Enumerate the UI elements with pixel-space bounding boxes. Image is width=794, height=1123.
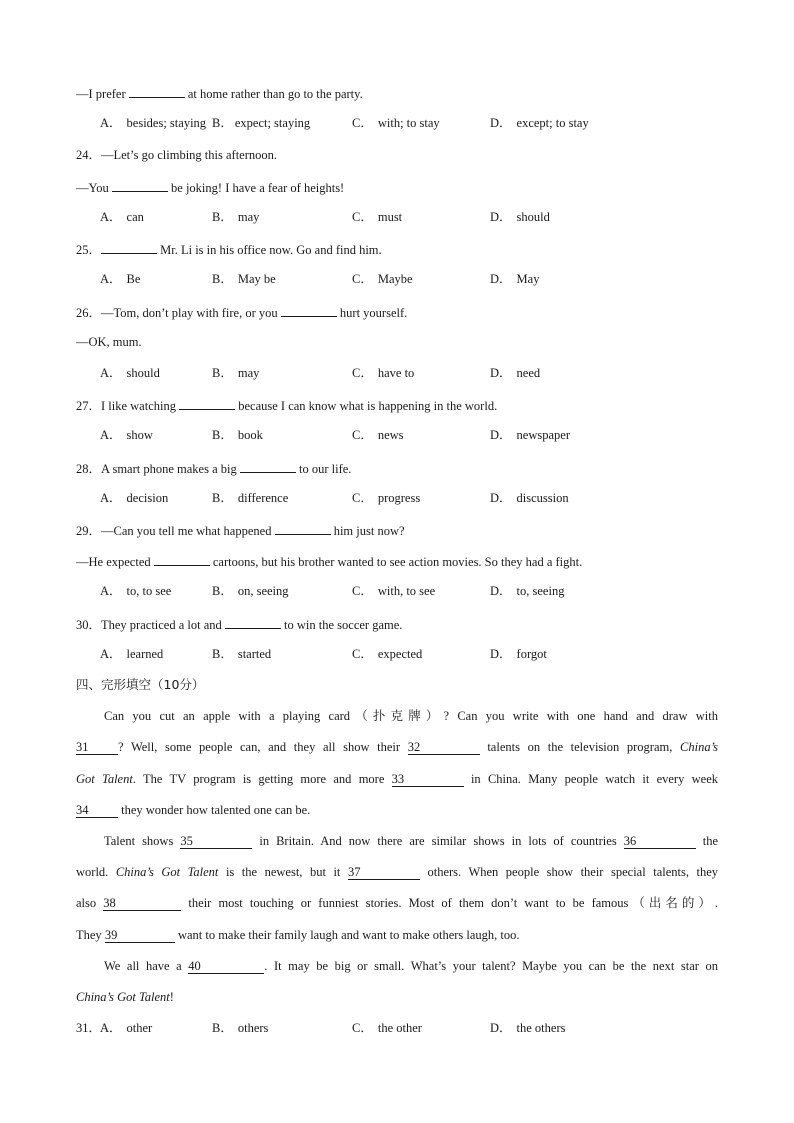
option-c: C． news [352, 428, 404, 442]
answer-blank [129, 84, 185, 98]
option-a: A． show [100, 428, 153, 442]
option-d: D． except; to stay [490, 116, 589, 130]
option-b: B． expect; staying [212, 116, 311, 130]
passage-line: 34 they wonder how talented one can be. [76, 803, 311, 817]
option-d: D． should [490, 210, 550, 224]
option-d: D． need [490, 366, 541, 380]
question-23-stem: —I prefer at home rather than go to the party. [76, 84, 363, 102]
blank-31: 31 [76, 740, 118, 755]
option-b: B． book [212, 428, 263, 442]
answer-blank [101, 240, 157, 254]
option-c: C． have to [352, 366, 415, 380]
question-28-stem: 28．A smart phone makes a big to our life. [76, 459, 351, 477]
question-24-stem: 24．—Let’s go climbing this afternoon. [76, 148, 278, 162]
passage-line: Got Talent. The TV program is getting more and more 33 in China. Many people watch it every week [76, 772, 718, 786]
question-29-stem: 29．—Can you tell me what happened him just now? [76, 521, 405, 539]
option-b: B． May be [212, 272, 276, 286]
answer-blank [275, 521, 331, 535]
passage-line: We all have a 40 . It may be big or small. What’s your talent? Maybe you can be the next star on [104, 959, 719, 973]
option-b: B． on, seeing [212, 584, 289, 598]
question-30-stem: 30．They practiced a lot and to win the soccer game. [76, 615, 402, 633]
blank-38: 38 [103, 896, 181, 911]
blank-36: 36 [624, 834, 696, 849]
option-a: A． to, to see [100, 584, 172, 598]
option-d: D． the others [490, 1021, 566, 1035]
question-26-stem: 26．—Tom, don’t play with fire, or you hurt yourself. [76, 303, 407, 321]
show-name: China’s [680, 740, 718, 754]
answer-blank [112, 178, 168, 192]
option-d: D． forgot [490, 647, 547, 661]
passage-line: 31 ? Well, some people can, and they all show their 32 talents on the television program, China’s [76, 740, 718, 754]
option-c: C． the other [352, 1021, 422, 1035]
show-name: Got Talent [76, 772, 133, 786]
passage-line: China’s Got Talent! [76, 990, 174, 1004]
blank-39: 39 [105, 928, 175, 943]
show-name: China’s Got Talent [115, 865, 219, 879]
section-title: 四、完形填空（10分） [76, 677, 205, 692]
passage-line: also 38 their most touching or funniest stories. Most of them don’t want to be famous（出名的）. [76, 896, 719, 910]
blank-40: 40 [188, 959, 264, 974]
option-b: B． difference [212, 491, 289, 505]
option-c: C． with; to stay [352, 116, 440, 130]
blank-34: 34 [76, 803, 118, 818]
option-d: D． discussion [490, 491, 569, 505]
blank-33: 33 [392, 772, 464, 787]
show-name: China’s Got Talent [76, 990, 170, 1004]
option-a: A． learned [100, 647, 164, 661]
option-a: A． besides; staying [100, 116, 207, 130]
option-b: B． others [212, 1021, 269, 1035]
passage-line: They 39 want to make their family laugh and want to make others laugh, too. [76, 928, 520, 942]
question-29-reply: —He expected cartoons, but his brother wanted to see action movies. So they had a fight. [76, 552, 582, 570]
option-a: A． decision [100, 491, 169, 505]
option-a: A． can [100, 210, 144, 224]
option-c: C． Maybe [352, 272, 413, 286]
option-c: C． with, to see [352, 584, 436, 598]
blank-35: 35 [180, 834, 252, 849]
answer-blank [225, 615, 281, 629]
option-a: A． should [100, 366, 160, 380]
answer-blank [154, 552, 210, 566]
option-c: C． expected [352, 647, 423, 661]
option-c: C． progress [352, 491, 421, 505]
passage-line: Can you cut an apple with a playing card（扑克牌）? Can you write with one hand and draw with [104, 709, 718, 723]
passage-line: world. China’s Got Talent is the newest, but it 37 others. When people show their special talents, they [76, 865, 719, 879]
question-31-options: 31． A． other B． others C． the other D． the others [76, 1021, 566, 1035]
blank-37: 37 [348, 865, 420, 880]
option-b: B． started [212, 647, 272, 661]
question-27-stem: 27．I like watching because I can know what is happening in the world. [76, 396, 497, 414]
question-25-stem: 25． Mr. Li is in his office now. Go and find him. [76, 240, 382, 258]
option-d: D． to, seeing [490, 584, 565, 598]
question-24-reply: —You be joking! I have a fear of heights! [76, 178, 344, 196]
answer-blank [281, 303, 337, 317]
answer-blank [179, 396, 235, 410]
question-26-reply: —OK, mum. [76, 335, 142, 349]
option-d: D． newspaper [490, 428, 570, 442]
passage-line: Talent shows 35 in Britain. And now there are similar shows in lots of countries 36 the [104, 834, 718, 848]
blank-32: 32 [408, 740, 480, 755]
option-a: A． Be [100, 272, 141, 286]
option-d: D． May [490, 272, 540, 286]
option-a: A． other [100, 1021, 153, 1035]
option-c: C． must [352, 210, 403, 224]
option-b: B． may [212, 210, 260, 224]
answer-blank [240, 459, 296, 473]
option-b: B． may [212, 366, 260, 380]
